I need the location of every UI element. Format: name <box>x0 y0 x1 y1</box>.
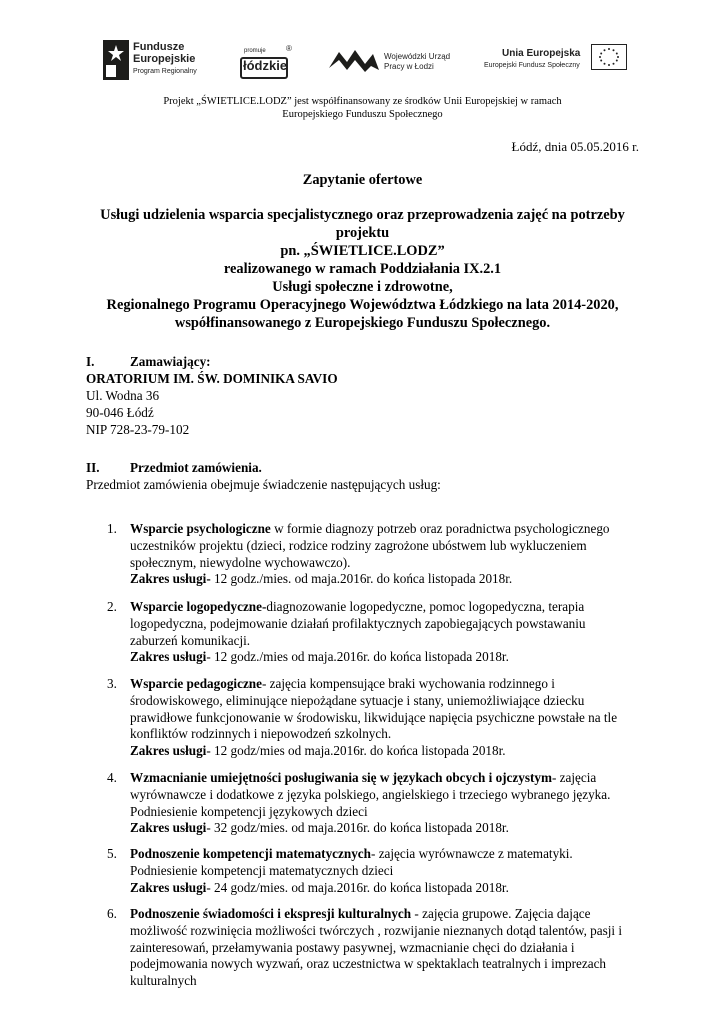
list-item <box>107 676 642 760</box>
wup-logo <box>329 46 469 80</box>
title-description <box>60 206 665 332</box>
ue-line2: Europejski Fundusz Społeczny <box>484 62 580 69</box>
section2-number: II. <box>86 460 100 475</box>
scope-text: 12 godz./mies. od maja.2016r. do końca listopada 2018r. <box>210 571 513 587</box>
section1-heading <box>86 353 338 370</box>
item-text: zaburzeń komunikacji. <box>130 632 251 648</box>
section2-heading <box>86 459 441 476</box>
section1-number: I. <box>86 354 95 369</box>
item-text: - zajęcia <box>551 770 597 785</box>
ue-line1: Unia Europejska <box>502 48 581 59</box>
item-text: logopedyczna, podejmowanie działań profilaktycznych zapobiegających powstawaniu <box>130 615 586 631</box>
scope-text: - 24 godz/mies. od maja.2016r. do końca listopada 2018r. <box>206 879 509 895</box>
section2-intro: Przedmiot zamówienia obejmuje świadczenie następujących usług: <box>86 477 441 492</box>
section-ordering-party <box>86 353 338 438</box>
section2-title: Przedmiot zamówienia. <box>130 460 262 475</box>
item-number: 3. <box>107 676 117 691</box>
item-title: Wzmacnianie umiejętności posługiwania się w językach obcych i ojczystym <box>130 770 552 785</box>
cofinance-line2: Europejskiego Funduszu Społecznego <box>282 109 443 120</box>
item-text: prawidłowe funkcjonowanie w środowisku, likwidujące napięcia psychiczne powstałe na tle <box>130 709 618 725</box>
item-text: możliwość rozwinięcia możliwości twórczych , rozwijanie nieznanych dotąd talentów, pasji i <box>130 922 623 938</box>
scope-text: - 12 godz/mies od maja.2016r. do końca listopada 2018r. <box>206 743 506 759</box>
item-text: wyrównawcze i dodatkowe z języka polskiego, angielskiego i trzeciego wybranego języka. <box>130 786 611 802</box>
item-text: podejmowania nowych wyzwań, oraz uczestnictwa w spektaklach teatralnych i imprezach <box>130 956 607 972</box>
title-line: projektu <box>335 225 390 241</box>
title-line: Regionalnego Programu Operacyjnego Województwa Łódzkiego na lata 2014-2020, <box>106 297 619 313</box>
scope-text: - 12 godz./mies od maja.2016r. do końca listopada 2018r. <box>206 649 509 665</box>
list-item <box>107 521 642 588</box>
title-line: Usługi udzielenia wsparcia specjalistycznego oraz przeprowadzenia zajęć na potrzeby <box>100 207 625 223</box>
wup-line2: Pracy w Łodzi <box>384 62 434 71</box>
scope-label: Zakres usługi <box>130 743 207 759</box>
cofinance-line1: Projekt „ŚWIETLICE.LODZ” jest współfinansowany ze środków Unii Europejskiej w ramach <box>163 96 562 107</box>
lodzkie-small: promuje <box>244 48 266 54</box>
item-text: w formie diagnozy potrzeb oraz poradnictwa psychologicznego <box>270 521 610 536</box>
registered-icon: ® <box>286 44 292 53</box>
list-item <box>107 770 642 837</box>
fe-line2: Europejskie <box>133 53 196 65</box>
title-line: Usługi społeczne i zdrowotne, <box>272 279 453 295</box>
list-item <box>107 906 642 990</box>
item-title: Wsparcie logopedyczne- <box>130 599 267 614</box>
list-item <box>107 599 642 666</box>
fe-star-icon <box>103 40 129 80</box>
scope-label: Zakres usługi <box>130 820 207 836</box>
item-title: Podnoszenie świadomości i ekspresji kulturalnych <box>130 906 412 921</box>
title-line: pn. „ŚWIETLICE.LODZ” <box>280 243 445 259</box>
list-item <box>107 846 642 896</box>
title-line: realizowanego w ramach Poddziałania IX.2.1 <box>223 261 502 277</box>
item-text: diagnozowanie logopedyczne, pomoc logopedyczna, terapia <box>266 599 585 614</box>
scope-label: Zakres usługi- <box>130 571 211 587</box>
ue-logo <box>484 44 634 80</box>
fundusze-europejskie-logo <box>103 38 213 82</box>
lodzkie-logo <box>238 44 298 82</box>
item-title: Wsparcie psychologiczne <box>130 521 271 536</box>
item-text: kulturalnych <box>130 973 197 989</box>
section1-title: Zamawiający: <box>130 354 211 369</box>
ordering-party-street: Ul. Wodna 36 <box>86 388 160 403</box>
item-number: 2. <box>107 599 117 614</box>
scope-label: Zakres usługi <box>130 649 207 665</box>
cofinance-note <box>60 95 665 121</box>
item-text: środowiskowego, eliminujące niepożądane sytuacje i stany, uniemożliwiające dziecku <box>130 692 585 708</box>
item-text: zainteresowań, przełamywania postawy pasywnej, wzmacnianie chęci do działania i <box>130 939 575 955</box>
ordering-party-name: ORATORIUM IM. ŚW. DOMINIKA SAVIO <box>86 371 338 386</box>
item-title: Wsparcie pedagogiczne <box>130 676 262 691</box>
scope-text: - 32 godz/mies. od maja.2016r. do końca listopada 2018r. <box>206 820 509 836</box>
item-text: - zajęcia wyrównawcze z matematyki. <box>371 846 573 861</box>
document-title: Zapytanie ofertowe <box>302 172 423 188</box>
item-text: - zajęcia kompensujące braki wychowania rodzinnego i <box>261 676 555 691</box>
fe-line1: Fundusze <box>133 41 185 53</box>
ordering-party-city: 90-046 Łódź <box>86 405 154 420</box>
ordering-party-nip: NIP 728-23-79-102 <box>86 422 190 437</box>
item-number: 4. <box>107 770 117 785</box>
item-text: Podniesienie kompetencji językowych dzieci <box>130 803 368 819</box>
logo-bar <box>0 38 725 84</box>
item-number: 1. <box>107 521 117 536</box>
item-text: społecznym, niewydolne wychowawczo). <box>130 554 351 570</box>
wup-line1: Wojewódzki Urząd <box>384 52 451 61</box>
title-line: współfinansowanego z Europejskiego Funduszu Społecznego. <box>174 315 551 331</box>
item-number: 6. <box>107 906 117 921</box>
item-text: - zajęcia grupowe. Zajęcia dające <box>411 906 591 921</box>
item-number: 5. <box>107 846 117 861</box>
scope-label: Zakres usługi <box>130 879 207 895</box>
section-subject <box>86 459 441 493</box>
item-text: uczestników projektu (dzieci, rodzice rodziny zagrożone ubóstwem lub wykluczeniem <box>130 537 587 553</box>
item-title: Podnoszenie kompetencji matematycznych <box>130 846 371 861</box>
wup-emblem-icon <box>329 48 379 74</box>
lodzkie-big: łódzkie <box>243 58 288 73</box>
item-text: Podniesienie kompetencji matematycznych dzieci <box>130 862 394 878</box>
item-text: konfliktów rodzinnych i niepowodzeń szkolnych. <box>130 726 392 742</box>
fe-line3: Program Regionalny <box>133 68 197 75</box>
eu-flag-icon <box>591 44 627 70</box>
document-date: Łódź, dnia 05.05.2016 r. <box>511 139 639 154</box>
